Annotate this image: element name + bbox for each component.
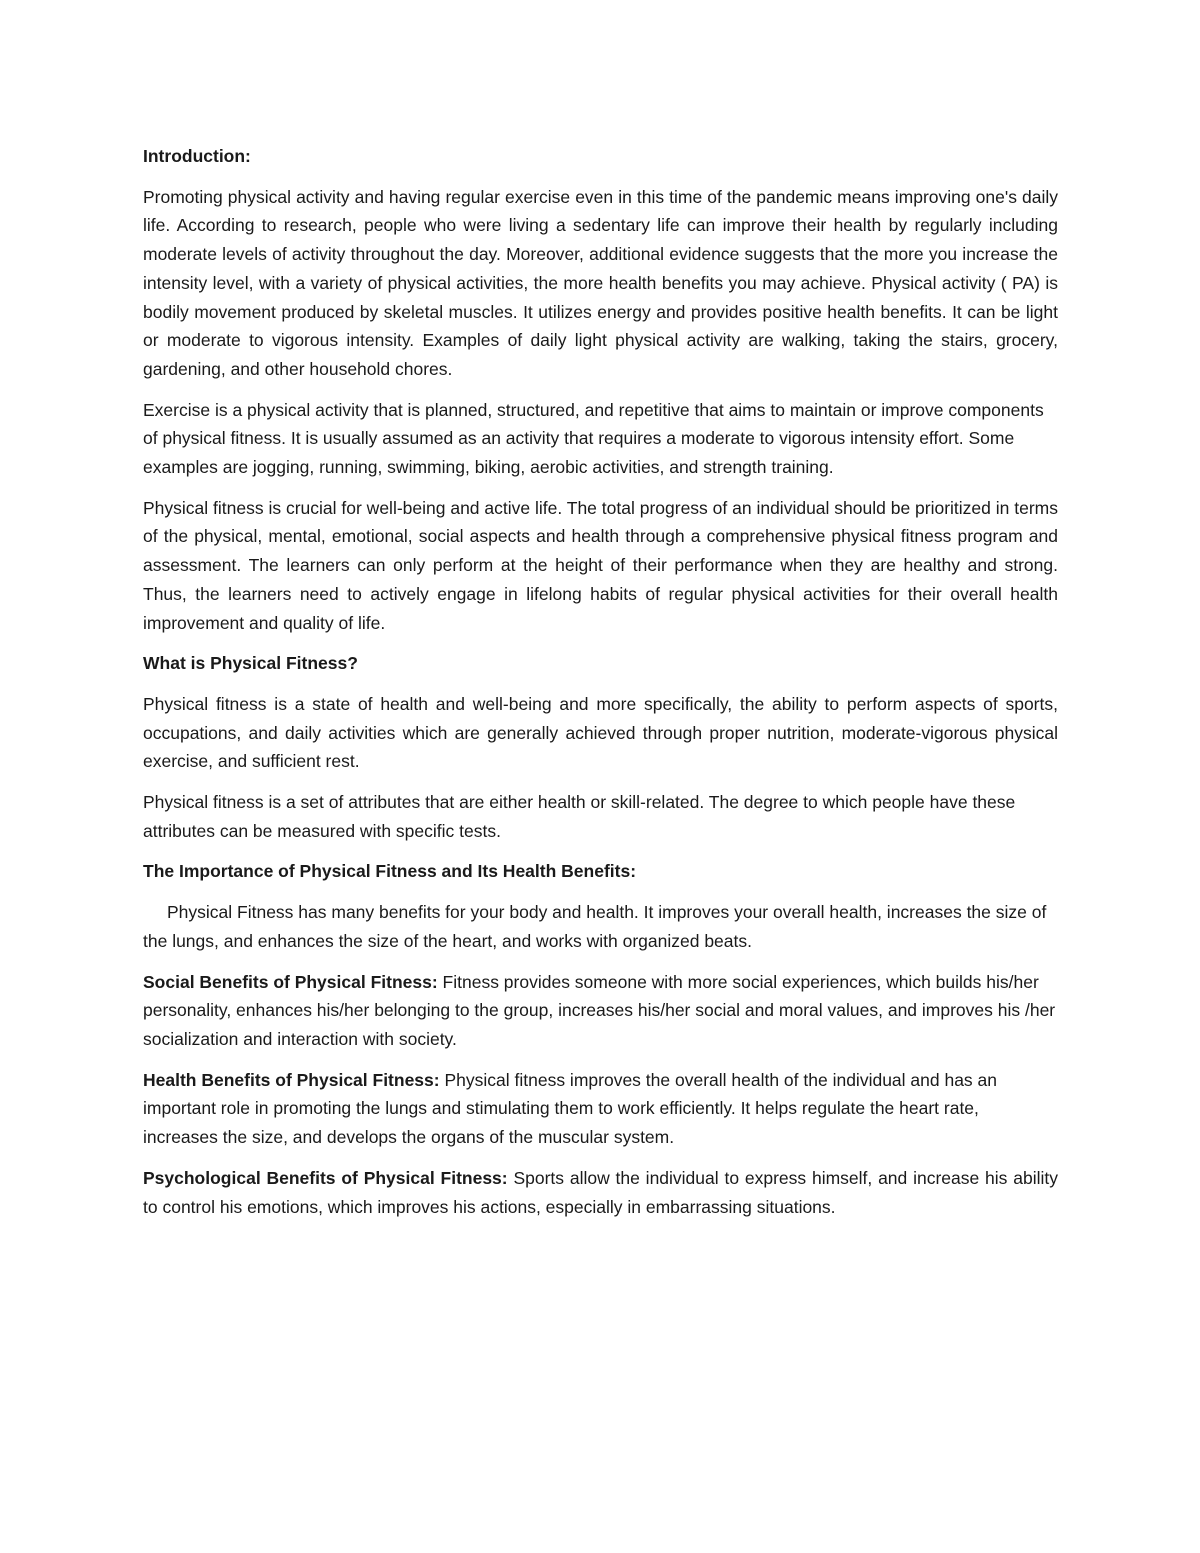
health-benefits-label: Health Benefits of Physical Fitness: (143, 1069, 440, 1090)
psychological-benefits-text: Sports allow the individual to express himself, and increase his ability to control his emotions, which improves his actions, especially in embarrassing situations. (143, 1167, 1058, 1217)
social-benefits-label: Social Benefits of Physical Fitness: (143, 971, 438, 992)
health-benefits-paragraph (143, 1066, 1058, 1152)
what-is-fitness-paragraph-1: Physical fitness is a state of health and well-being and more specifically, the ability to perform aspects of sports, occupations, and daily activities which are generally achieved through proper nutrition, moderate-vigorous physical exercise, and sufficient rest. (143, 693, 1058, 772)
document-page (143, 142, 1058, 1233)
introduction-paragraph-3: Physical fitness is crucial for well-being and active life. The total progress of an individual should be prioritized in terms of the physical, mental, emotional, social aspects and health through a comprehensive physical fitness program and assessment. The learners can only perform at the height of their performance when they are healthy and strong. Thus, the learners need to actively engage in lifelong habits of regular physical activities for their overall health improvement and quality of life. (143, 497, 1058, 633)
importance-paragraph: Physical Fitness has many benefits for your body and health. It improves your overall health, increases the size of the lungs, and enhances the size of the heart, and works with organized beats. (143, 902, 1047, 951)
social-benefits-paragraph (143, 968, 1058, 1054)
introduction-paragraph-2: Exercise is a physical activity that is planned, structured, and repetitive that aims to maintain or improve components of physical fitness. It is usually assumed as an activity that requires a moderate to vigorous intensity effort. Some examples are jogging, running, swimming, biking, aerobic activities, and strength training. (143, 399, 1044, 478)
what-is-fitness-heading: What is Physical Fitness? (143, 653, 358, 674)
introduction-paragraph-1: Promoting physical activity and having regular exercise even in this time of the pandemic means improving one's daily life. According to research, people who were living a sedentary life can improve their health by regularly including moderate levels of activity throughout the day. Moreover, additional evidence suggests that the more you increase the intensity level, with a variety of physical activities, the more health benefits you may achieve. Physical activity ( PA) is bodily movement produced by skeletal muscles. It utilizes energy and provides positive health benefits. It can be light or moderate to vigorous intensity. Examples of daily light physical activity are walking, taking the stairs, grocery, gardening, and other household chores. (143, 186, 1058, 379)
importance-heading: The Importance of Physical Fitness and Its Health Benefits: (143, 861, 637, 882)
psychological-benefits-label: Psychological Benefits of Physical Fitness: (143, 1167, 508, 1188)
what-is-fitness-paragraph-2: Physical fitness is a set of attributes that are either health or skill-related. The degree to which people have these attributes can be measured with specific tests. (143, 792, 1016, 841)
health-benefits-text: Physical fitness improves the overall health of the individual and has an important role in promoting the lungs and stimulating them to work efficiently. It helps regulate the heart rate, increases the size, and develops the organs of the muscular system. (143, 1069, 998, 1148)
social-benefits-text: Fitness provides someone with more social experiences, which builds his/her personality, enhances his/her belonging to the group, increases his/her social and moral values, and improves his /her socialization and interaction with society. (143, 971, 1056, 1049)
introduction-heading: Introduction: (143, 146, 251, 166)
psychological-benefits-paragraph (143, 1164, 1058, 1221)
